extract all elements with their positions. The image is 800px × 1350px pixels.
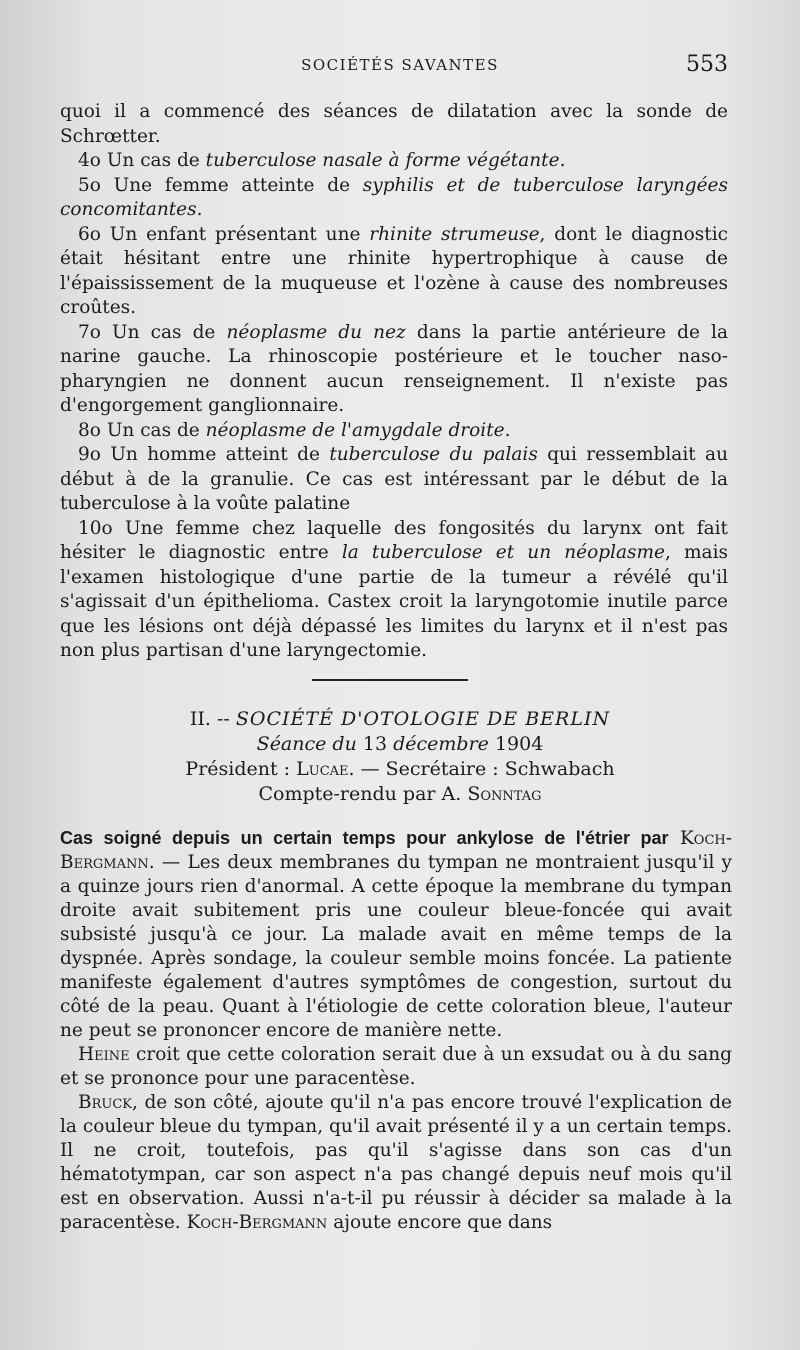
- case-number: 9o: [78, 444, 101, 465]
- case-number: 8o: [78, 419, 101, 441]
- case-item-7: 7o Un cas de néoplasme du nez dans la partie antérieure de la narine gauche. La rhinoscopie postérieure et le toucher naso-pharyngien ne donnent aucun renseignement. Il n'existe pas d'engorgement ganglionnaire.: [60, 321, 728, 416]
- running-head: SOCIÉTÉS SAVANTES: [301, 56, 499, 74]
- case-list: [60, 100, 728, 664]
- case-number: 6o: [78, 223, 101, 245]
- page-header: [0, 52, 800, 82]
- section-divider: [312, 679, 468, 681]
- case-item-10: 10o Une femme chez laquelle des fongosités du larynx ont fait hésiter le diagnostic entre la tuberculose et un néoplasme, mais l'examen histologique d'une partie de la tumeur a révélé qu'il s'agissait d'un épithelioma. Castex croit la laryngotomie inutile parce que les lésions ont déjà dépassé les limites du larynx et il n'est pas non plus partisan d'une laryngectomie.: [60, 517, 728, 661]
- article-paragraph: Heine croit que cette coloration serait due à un exsudat ou à du sang et se prononce pour une paracentèse.: [60, 1044, 732, 1089]
- case-item-5: 5o Une femme atteinte de syphilis et de tuberculose laryngées concomitantes.: [60, 174, 728, 220]
- article-paragraph: Cas soigné depuis un certain temps pour ankylose de l'étrier par Koch-Bergmann. — Les deux membranes du tympan ne montraient jusqu'il y a quinze jours rien d'anormal. A cette époque la membrane du tympan droite avait subitement pris une couleur bleue-foncée qui avait subsisté jusqu'à ce jour. La malade avait en même temps de la dyspnée. Après sondage, la couleur semble moins foncée. La patiente manifeste également d'autres symptômes de congestion, surtout du côté de la peau. Quant à l'étiologie de cette coloration bleue, l'auteur ne peut se prononcer encore de manière nette.: [60, 828, 732, 1041]
- case-number: 7o: [78, 321, 101, 343]
- case-item-6: 6o Un enfant présentant une rhinite strumeuse, dont le diagnostic était hésitant entre une rhinite hypertrophique à cause de l'épaississement de la muqueuse et l'ozène à cause des nombreuses croûtes.: [60, 223, 729, 318]
- case-item-4: 4o Un cas de tuberculose nasale à forme végétante.: [78, 150, 566, 171]
- case-item-9: 9o Un homme atteint de tuberculose du palais qui ressemblait au début à de la granulie. Ce cas est intéressant par le début de la tuberculose à la voûte palatine: [60, 444, 728, 514]
- paragraph-continuation: quoi il a commencé des séances de dilatation avec la sonde de Schrœtter.: [60, 101, 728, 147]
- case-number: 5o: [78, 174, 101, 196]
- session-line: Séance du 13 décembre 1904: [256, 733, 544, 755]
- case-number: 10o: [78, 517, 113, 539]
- section-title-line: [0, 707, 800, 732]
- article-paragraph: Bruck, de son côté, ajoute qu'il n'a pas encore trouvé l'explication de la couleur bleue du tympan, qu'il avait présenté il y a un certain temps. Il ne croit, toutefois, pas qu'il s'agisse dans son cas d'un hématotympan, car son aspect n'a pas changé depuis neuf mois qu'il est en observation. Aussi n'a-t-il pu réussir à décider sa malade à la paracentèse. Koch-Bergmann ajoute encore que dans: [60, 1092, 732, 1233]
- section-title: SOCIÉTÉ D'OTOLOGIE DE BERLIN: [235, 708, 611, 730]
- report-line: Compte-rendu par A. Sonntag: [258, 783, 542, 805]
- case-number: 4o: [78, 150, 101, 171]
- section-heading: [0, 707, 800, 807]
- officers-line: Président : Lucae. — Secrétaire : Schwabach: [185, 758, 615, 780]
- case-item-8: 8o Un cas de néoplasme de l'amygdale droite.: [78, 419, 511, 441]
- article-lead: Cas soigné depuis un certain temps pour ankylose de l'étrier par: [60, 828, 669, 848]
- section-number: II. --: [189, 708, 230, 730]
- article-body: [60, 826, 732, 1235]
- page-number: 553: [686, 52, 728, 77]
